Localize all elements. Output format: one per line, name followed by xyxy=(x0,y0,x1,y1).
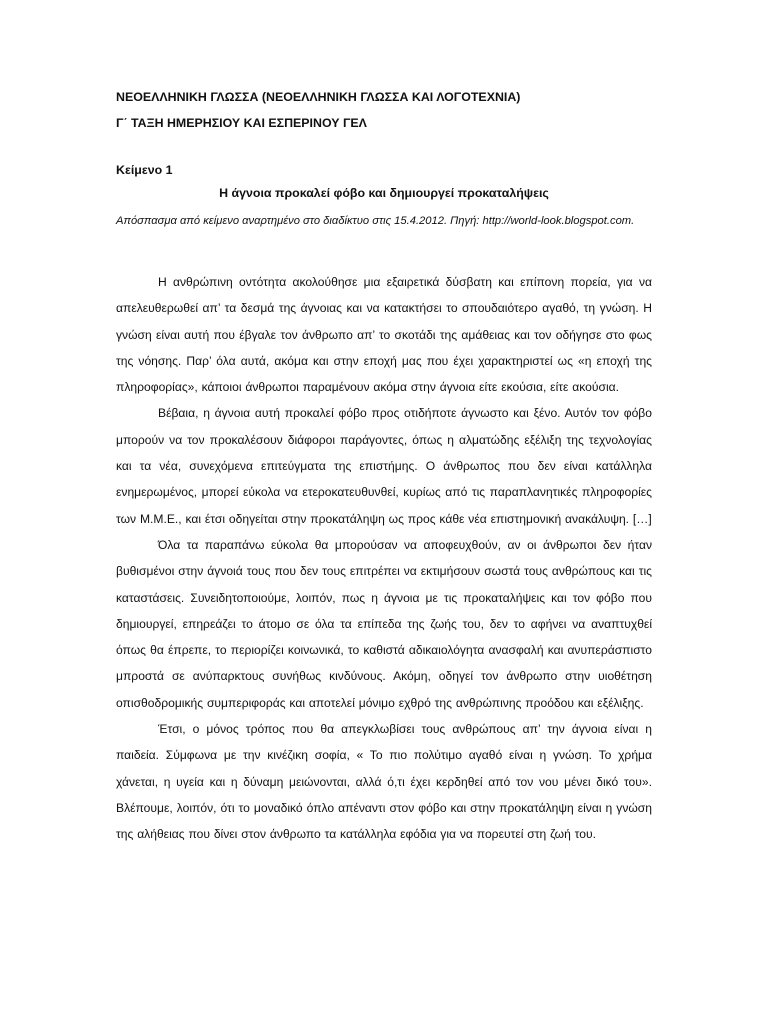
document-header-subject: ΝΕΟΕΛΛΗΝΙΚΗ ΓΛΩΣΣΑ (ΝΕΟΕΛΛΗΝΙΚΗ ΓΛΩΣΣΑ ΚΑΙ ΛΟΓΟΤΕΧΝΙΑ) xyxy=(116,90,521,104)
paragraph-2: Βέβαια, η άγνοια αυτή προκαλεί φόβο προς οτιδήποτε άγνωστο και ξένο. Αυτόν τον φόβο μπορούν να τον προκαλέσουν διάφοροι παράγοντες, όπως η αλματώδης εξέλιξη της τεχνολογίας και τα νέα, συνεχόμενα επιτεύγματα της επιστήμης. Ο άνθρωπος που δεν είναι κατάλληλα ενημερωμένος, μπορεί εύκολα να ετεροκατευθυνθεί, κυρίως από τις παραπλανητικές πληροφορίες των Μ.Μ.Ε., και έτσι οδηγείται στην προκατάληψη ως προς κάθε νέα επιστημονική ανακάλυψη. […] xyxy=(116,406,652,526)
text-title: Η άγνοια προκαλεί φόβο και δημιουργεί προκαταλήψεις xyxy=(219,186,549,200)
text-label: Κείμενο 1 xyxy=(116,163,173,177)
source-citation: Απόσπασμα από κείμενο αναρτημένο στο διαδίκτυο στις 15.4.2012. Πηγή: http://world-look.blogspot.com. xyxy=(116,215,635,227)
body-text xyxy=(116,269,652,848)
document-header-grade: Γ΄ ΤΑΞΗ ΗΜΕΡΗΣΙΟΥ ΚΑΙ ΕΣΠΕΡΙΝΟΥ ΓΕΛ xyxy=(116,116,367,130)
paragraph-1: Η ανθρώπινη οντότητα ακολούθησε μια εξαιρετικά δύσβατη και επίπονη πορεία, για να απελευθερωθεί απ’ τα δεσμά της άγνοιας και να κατακτήσει το σπουδαιότερο αγαθό, τη γνώση. Η γνώση είναι αυτή που έβγαλε τον άνθρωπο απ’ το σκοτάδι της αμάθειας και τον οδήγησε στο φως της νόησης. Παρ’ όλα αυτά, ακόμα και στην εποχή μας που έχει χαρακτηριστεί ως «η εποχή της πληροφορίας», κάποιοι άνθρωποι παραμένουν ακόμα στην άγνοια είτε εκούσια, είτε ακούσια. xyxy=(116,275,652,395)
paragraph-4: Έτσι, ο μόνος τρόπος που θα απεγκλωβίσει τους ανθρώπους απ’ την άγνοια είναι η παιδεία. Σύμφωνα με την κινέζικη σοφία, « Το πιο πολύτιμο αγαθό είναι η γνώση. Το χρήμα χάνεται, η υγεία και η δύναμη μειώνονται, αλλά ό,τι έχει κερδηθεί από τον νου μένει δικό του». Βλέπουμε, λοιπόν, ότι το μοναδικό όπλο απέναντι στον φόβο και στην προκατάληψη είναι η γνώση της αλήθειας που δίνει στον άνθρωπο τα κατάλληλα εφόδια για να πορευτεί στη ζωή του. xyxy=(116,722,652,842)
paragraph-3: Όλα τα παραπάνω εύκολα θα μπορούσαν να αποφευχθούν, αν οι άνθρωποι δεν ήταν βυθισμένοι στην άγνοιά τους που δεν τους επιτρέπει να εκτιμήσουν σωστά τους ανθρώπους και τις καταστάσεις. Συνειδητοποιούμε, λοιπόν, πως η άγνοια με τις προκαταλήψεις και τον φόβο που δημιουργεί, επηρεάζει το άτομο σε όλα τα επίπεδα της ζωής του, δεν το αφήνει να αναπτυχθεί όπως θα έπρεπε, το περιορίζει κοινωνικά, το καθιστά αδικαιολόγητα ανασφαλή και ανυπεράσπιστο μπροστά σε ανύπαρκτους συνήθως κινδύνους. Ακόμη, οδηγεί τον άνθρωπο στην υιοθέτηση οπισθοδρομικής συμπεριφοράς και αποτελεί μόνιμο εχθρό της ανθρώπινης προόδου και εξέλιξης. xyxy=(116,537,652,710)
